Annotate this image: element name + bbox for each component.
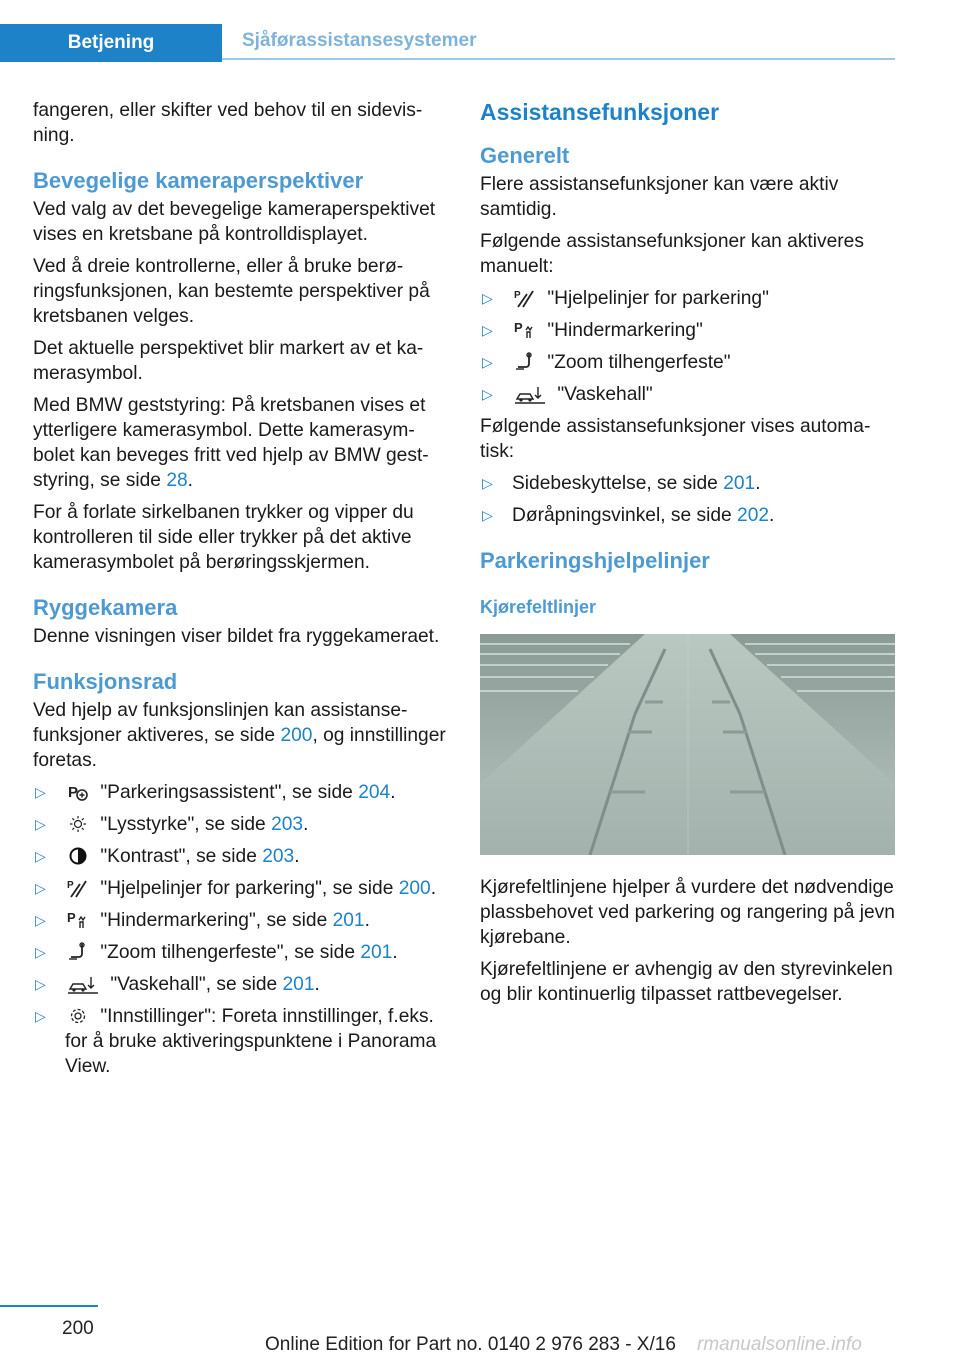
trailer-hitch-icon [67,942,89,962]
list-item: ▷ "Zoom tilhengerfeste" [482,352,731,373]
function-bar-list [33,780,449,1079]
trailer-hitch-icon [514,352,536,372]
triangle-bullet-icon: ▷ [35,816,46,832]
page-link-201[interactable]: 201 [282,974,315,995]
page-link-202[interactable]: 202 [737,505,770,526]
lane-lines-camera-image [480,634,895,855]
paragraph: Ved valg av det bevegelige kameraperspektivet vises en kretsbane på kontrolldisplayet. [33,199,436,245]
heading-generelt: Generelt [480,143,570,168]
paragraph-geststyring: Med BMW geststyring: På kretsbanen vises et ytterligere kamerasymbol. Dette kamerasymbolet kan beveges fritt ved hjelp av BMW geststyring, se side 28. [33,395,429,491]
svg-text:P: P [68,784,79,801]
page-number: 200 [62,1318,94,1339]
page-link-201[interactable]: 201 [360,942,393,963]
triangle-bullet-icon: ▷ [482,386,493,402]
section-tab-sjaforassistansesystemer[interactable]: Sjåførassistansesystemer [222,24,895,60]
obstacle-marking-icon [514,320,536,340]
triangle-bullet-icon: ▷ [35,912,46,928]
gear-icon [67,1006,89,1026]
list-item: ▷ "Vaskehall" [482,384,653,405]
triangle-bullet-icon: ▷ [482,354,493,370]
heading-funksjonsrad: Funksjonsrad [33,669,178,694]
heading-parkeringshjelpelinjer: Parkeringshjelpelinjer [480,548,710,573]
paragraph: Følgende assistansefunksjoner kan aktiveres manuelt: [480,231,864,277]
page-header [0,24,895,62]
chapter-tab-betjening[interactable]: Betjening [0,24,222,62]
svg-text:P: P [514,320,523,335]
car-wash-icon [514,384,546,404]
list-item: ▷ P "Hjelpelinjer for parkering", se side 200. [35,878,437,899]
heading-assistansefunksjoner: Assistansefunksjoner [480,99,720,125]
triangle-bullet-icon: ▷ [35,1008,46,1024]
triangle-bullet-icon: ▷ [482,322,493,338]
triangle-bullet-icon: ▷ [482,507,493,523]
list-item: ▷ "Kontrast", se side 203. [35,846,300,867]
car-wash-icon [67,974,99,994]
footer-rule [0,1305,98,1307]
svg-text:P: P [67,910,76,925]
list-item: ▷ Døråpningsvinkel, se side 202. [482,505,775,526]
triangle-bullet-icon: ▷ [35,848,46,864]
svg-text:P: P [514,290,521,301]
list-item: ▷ "Lysstyrke", se side 203. [35,814,309,835]
page-link-200[interactable]: 200 [280,725,313,746]
paragraph: Kjørefeltlinjene hjelper å vurdere det nødvendige plassbehovet ved parkering og rangering på jevn kjørebane. [480,877,895,948]
page-link-28[interactable]: 28 [166,470,188,491]
obstacle-marking-icon [67,910,89,930]
list-item: ▷ P "Hindermarkering" [482,320,703,341]
left-column [33,98,449,1086]
brightness-icon [67,814,89,834]
paragraph: Flere assistansefunksjoner kan være aktiv samtidig. [480,174,839,220]
list-item: ▷ Sidebeskyttelse, se side 201. [482,473,761,494]
automatic-functions-list [480,471,896,528]
triangle-bullet-icon: ▷ [482,475,493,491]
paragraph: Ved å dreie kontrollerne, eller å bruke berøringsfunksjonen, kan bestemte perspektiver på kretsbanen velges. [33,256,430,327]
page-link-200[interactable]: 200 [398,878,431,899]
triangle-bullet-icon: ▷ [35,944,46,960]
paragraph: Følgende assistansefunksjoner vises automatisk: [480,416,871,462]
heading-ryggekamera: Ryggekamera [33,595,178,620]
right-column [480,98,896,1014]
paragraph: Det aktuelle perspektivet blir markert av et kamerasymbol. [33,338,424,384]
page-link-203[interactable]: 203 [271,814,304,835]
intro-paragraph: fangeren, eller skifter ved behov til en sidevisning. [33,100,423,146]
page-link-201[interactable]: 201 [332,910,365,931]
parking-lines-icon [67,878,89,898]
list-item: ▷ "Vaskehall", se side 201. [35,974,320,995]
page-link-204[interactable]: 204 [358,782,391,803]
triangle-bullet-icon: ▷ [35,880,46,896]
list-item: ▷ "Innstillinger": Foreta innstillinger, f.eks. for å bruke aktiveringspunktene i Panorama View. [35,1006,437,1077]
triangle-bullet-icon: ▷ [35,784,46,800]
edition-text: Online Edition for Part no. 0140 2 976 283 - X/16 [265,1334,676,1355]
list-item: ▷ P "Hjelpelinjer for parkering" [482,288,769,309]
triangle-bullet-icon: ▷ [482,290,493,306]
parking-assistant-icon [67,782,89,802]
list-item: ▷ P "Parkeringsassistent", se side 204. [35,782,396,803]
triangle-bullet-icon: ▷ [35,976,46,992]
heading-kjorefeltlinjer: Kjørefeltlinjer [480,597,597,617]
page-link-203[interactable]: 203 [262,846,295,867]
paragraph: For å forlate sirkelbanen trykker og vipper du kontrolleren til side eller trykker på det aktive kamerasymbolet på berøringsskjermen. [33,502,414,573]
list-item: ▷ "Zoom tilhengerfeste", se side 201. [35,942,398,963]
paragraph: Denne visningen viser bildet fra ryggekameraet. [33,626,440,647]
page-link-201[interactable]: 201 [723,473,756,494]
watermark: rmanualsonline.info [697,1334,862,1355]
paragraph: Kjørefeltlinjene er avhengig av den styrevinkelen og blir kontinuerlig tilpasset rattbevegelser. [480,959,893,1005]
contrast-icon [67,846,89,866]
svg-text:P: P [67,880,74,891]
paragraph-funksjonsrad: Ved hjelp av funksjonslinjen kan assistansefunksjoner aktiveres, se side 200, og innstillinger foretas. [33,700,446,771]
list-item: ▷ P "Hindermarkering", se side 201. [35,910,370,931]
parking-lines-icon [514,288,536,308]
manual-functions-list [480,286,896,407]
heading-bevegelige-kameraperspektiver: Bevegelige kameraperspektiver [33,168,364,193]
